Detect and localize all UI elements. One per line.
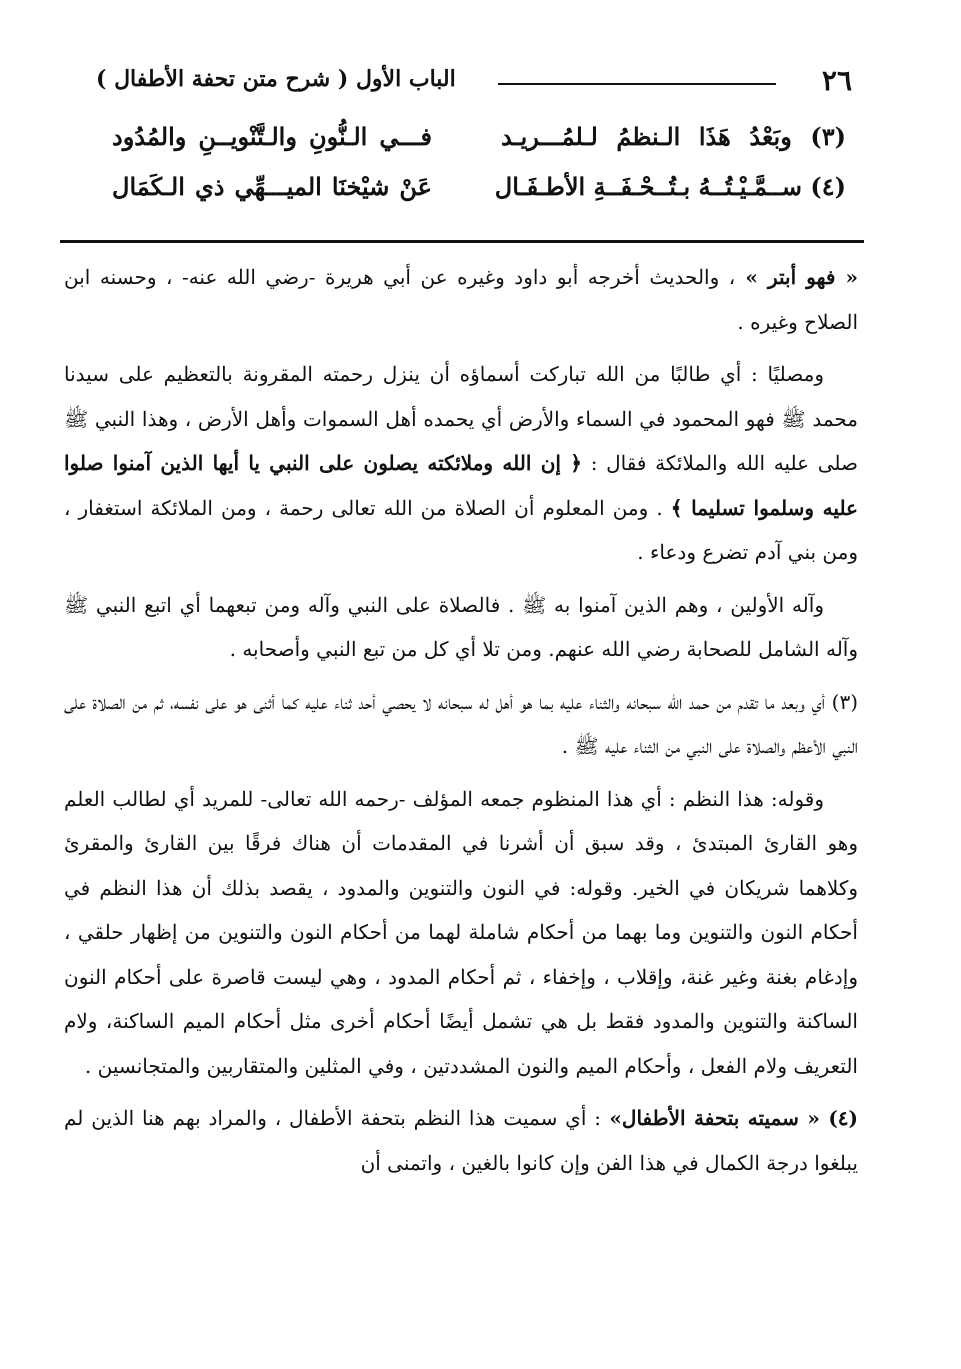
verse-4: [78, 168, 846, 212]
header-rule: [498, 83, 776, 85]
quoted-phrase: (٤) « سميته بتحفة الأطفال»: [600, 1106, 858, 1130]
paragraph-nazm: وقوله: هذا النظم : أي هذا المنظوم جمعه المؤلف -رحمه الله تعالى- للمريد أي لطالب العلم وهو القارئ المبتدئ ، وقد سبق أن أشرنا في المقدمات أن هناك فرقًا بين القارئ والمقرئ وكلاهما شريكان في الخير. وقوله: في النون والتنوين والمدود ، يقصد بذلك أن هذا النظم في أحكام النون والتنوين وما بهما من أحكام شاملة لهما من أحكام النون والتنوين من إظهار حلقي ، وإدغام بغنة وغير غنة، وإقلاب ، وإخفاء ، ثم أحكام المدود ، وهي ليست قاصرة على أحكام النون الساكنة والتنوين والمدود فقط بل هي تشمل أيضًا أحكام أخرى مثل أحكام الميم الساكنة، ولام التعريف ولام الفعل ، وأحكام الميم والنون المشددتين ، وفي المثلين والمتقاربين والمتجانسين .: [64, 786, 858, 1078]
page-header: [60, 52, 864, 96]
paragraph-note-3: (٣) أي وبعد ما تقدم من حمد الله سبحانه والثناء عليه بما هو أهل له سبحانه لا يحصي أحد ثناء عليه كما أثنى هو على نفسه، ثم من الصلاة على النبي الأعظم والصلاة على النبي من الثناء عليه ﷺ .: [64, 689, 858, 758]
quoted-phrase: « فهو أبتر »: [735, 265, 858, 289]
verse-3-second-hemistich: فـــي الـنُّونِ والـتَّنْويــنِ والمُدُود: [112, 122, 432, 151]
page-number: ٢٦: [821, 64, 852, 97]
quran-verse: ﴿ إن الله وملائكته يصلون على النبي يا أيها الذين آمنوا صلوا عليه وسلموا تسليما ﴾: [64, 451, 858, 520]
book-page: [60, 52, 864, 1193]
paragraph-note-4: [64, 1096, 858, 1185]
paragraph-salat: [64, 352, 858, 575]
paragraph-text: ، والحديث أخرجه أبو داود وغيره عن أبي هريرة -رضي الله عنه- ، وحسنه ابن الصلاح وغيره .: [64, 265, 858, 334]
verse-4-second-hemistich: عَنْ شيْخنَا الميـــهِّي ذي الـكَمَال: [112, 172, 432, 201]
verse-3: [78, 118, 846, 162]
paragraph-text: : أي سميت هذا النظم بتحفة الأطفال ، والمراد بهم هنا الذين لم يبلغوا درجة الكمال في هذا الفن وإن كانوا بالغين ، واتمنى أن: [64, 1106, 858, 1175]
commentary-text: [60, 255, 864, 1185]
paragraph-hadith: [64, 255, 858, 344]
verse-4-first-hemistich: (٤) ســمَّـيْـتُــهُ بـتُــحْـفَــةِ الأطـفَـال: [494, 172, 846, 201]
running-title: الباب الأول ( شرح متن تحفة الأطفال ): [96, 66, 456, 92]
verse-3-first-hemistich: (٣) وبَعْدُ هَذَا الـنظمُ لـلمُـــريـد: [501, 122, 846, 151]
paragraph-text: . ومن المعلوم أن الصلاة من الله تعالى رحمة ، ومن الملائكة استغفار ، ومن بني آدم تضرع ودعاء .: [64, 495, 858, 564]
paragraph-aal: وآله الأولين ، وهم الذين آمنوا به ﷺ . فالصلاة على النبي وآله ومن تبعهما أي اتبع النبي ﷺ وآله الشامل للصحابة رضي الله عنهم. ومن تلا أي كل من تبع النبي وأصحابه .: [64, 592, 858, 661]
poem-verses: [60, 116, 864, 243]
paragraph-text: ومصليًا : أي طالبًا من الله تباركت أسماؤه أن ينزل رحمته المقرونة بالتعظيم على سيدنا محمد ﷺ فهو المحمود في السماء والأرض أي يحمده أهل السموات وأهل الأرض ، وهذا النبي ﷺ صلى عليه الله والملائكة فقال :: [64, 362, 859, 475]
